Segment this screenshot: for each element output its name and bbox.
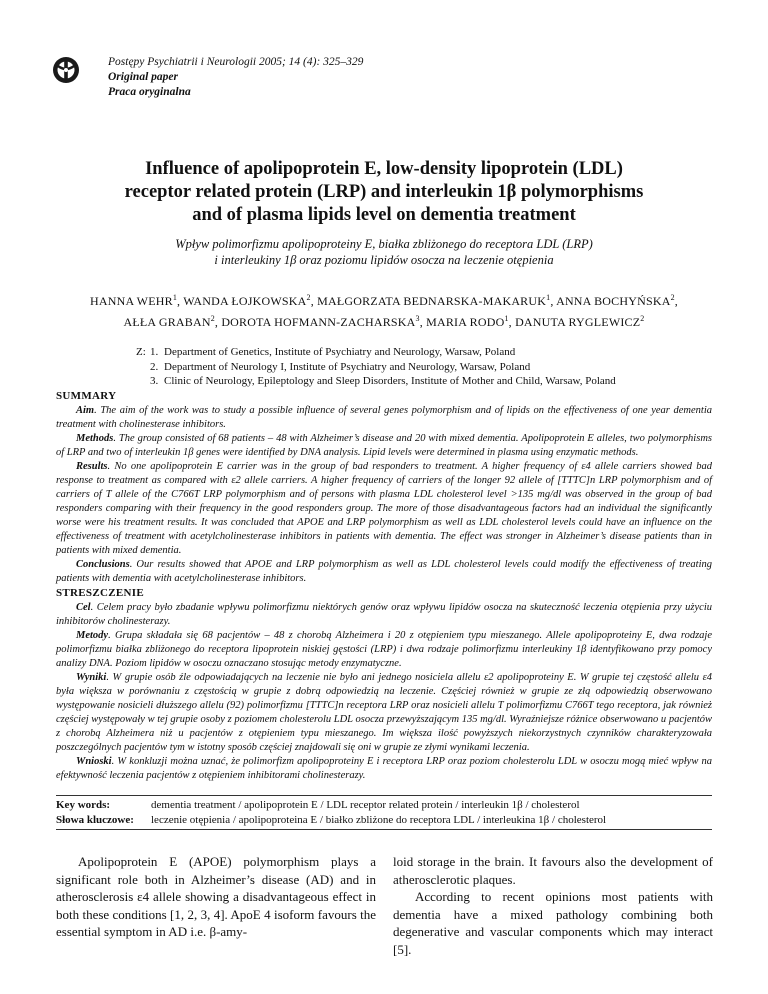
title-line-2: receptor related protein (LRP) and interleukin 1β polymorphisms: [124, 182, 644, 202]
polish-title-line-1: Wpływ polimorfizmu apolipoproteiny E, białka zbliżonego do receptora LDL (LRP): [175, 237, 593, 251]
affiliation-text: Department of Neurology I, Institute of Psychiatry and Neurology, Warsaw, Poland: [164, 360, 531, 373]
title-line-1: Influence of apolipoprotein E, low-density lipoprotein (LDL): [145, 159, 623, 179]
streszczenie-heading: STRESZCZENIE: [56, 587, 144, 599]
author-list: [40, 289, 728, 331]
author: DOROTA HOFMANN-ZACHARSKA: [221, 315, 416, 329]
author: AŁŁA GRABAN: [123, 315, 211, 329]
affiliation-prefix: Z:: [136, 346, 146, 358]
author: MAŁGORZATA BEDNARSKA-MAKARUK: [317, 294, 547, 308]
affiliation-text: Clinic of Neurology, Epileptology and Sleep Disorders, Institute of Mother and Child, Warsaw, Poland: [164, 375, 616, 387]
affiliation-item: [136, 345, 616, 360]
affiliation-number: 2.: [150, 360, 159, 373]
journal-logo-icon: [52, 56, 80, 84]
keywords-pl-label: Słowa kluczowe:: [56, 813, 134, 826]
author-affil-mark: 2: [210, 314, 215, 323]
summary-aim: Aim. The aim of the work was to study a possible influence of several genes polymorphism and of lipids on the effectiveness of one year dementia treatment with cholinesterase inhibitors.: [56, 405, 712, 430]
author-affil-mark: 2: [306, 293, 311, 302]
author-affil-mark: 1: [546, 293, 551, 302]
keywords-pl-text: leczenie otępienia / apolipoproteina E / białko zbliżone do receptora LDL / interleukina 1β / cholesterol: [151, 813, 607, 826]
affiliation-text: Department of Genetics, Institute of Psychiatry and Neurology, Warsaw, Poland: [164, 346, 516, 358]
author-affil-mark: 3: [415, 314, 420, 323]
affiliation-number: 3.: [150, 375, 159, 387]
keywords-en: [56, 798, 736, 813]
summary-methods: Methods. The group consisted of 68 patients – 48 with Alzheimer’s disease and 20 with mixed dementia. Apolipoprotein E alleles, two polymorphisms of LRP and two of interleukin 1β genes were identified by DNA analysis. Lipid levels were determined in plasma using enzymatic methods.: [56, 433, 712, 458]
journal-citation: Postępy Psychiatrii i Neurologii 2005; 14 (4): 325–329: [108, 56, 364, 68]
affiliation-item: [136, 374, 616, 389]
author: DANUTA RYGLEWICZ: [515, 315, 641, 329]
author: ANNA BOCHYŃSKA: [556, 294, 671, 308]
keywords-en-text: dementia treatment / apolipoprotein E / LDL receptor related protein / interleukin 1β / cholesterol: [151, 799, 580, 811]
author-line-1: HANNA WEHR$^1$, WANDA ŁOJKOWSKA$^2$, MAŁGORZATA BEDNARSKA-MAKARUK$^1$, ANNA BOCHYŃSKA$^2$,: [90, 293, 678, 308]
author-affil-mark: 1: [172, 293, 178, 302]
summary-block: [56, 404, 712, 586]
author-affil-mark: 1: [504, 314, 509, 323]
streszczenie-cel: Cel. Celem pracy było zbadanie wpływu polimorfizmu niektórych genów oraz wpływu lipidów osocza na skuteczność leczenia otępienia przy użyciu inhibitorów cholinesterazy.: [56, 602, 712, 627]
affiliation-number: 1.: [150, 346, 159, 358]
keywords-pl: [56, 813, 736, 828]
polish-title: [60, 236, 708, 268]
keywords-top-rule: [56, 795, 712, 796]
article-type-pl: Praca oryginalna: [108, 86, 191, 98]
summary-conclusions: Conclusions. Our results showed that APOE and LRP polymorphism as well as LDL cholesterol levels could modify the effectiveness of treating patients with dementia with acetylcholinesterase inhibitors.: [56, 559, 712, 584]
body-column-right: [393, 853, 713, 958]
article-title: [60, 158, 708, 227]
author-line-2: AŁŁA GRABAN$^2$, DOROTA HOFMANN-ZACHARSKA$^3$, MARIA RODO$^1$, DANUTA RYGLEWICZ$^2$: [123, 314, 645, 329]
affiliation-item: [136, 360, 616, 375]
author-affil-mark: 2: [640, 314, 645, 323]
journal-header: [108, 55, 363, 100]
keywords-en-label: Key words:: [56, 799, 111, 811]
body-paragraph: According to recent opinions most patients with dementia have a mixed pathology combining both degenerative and vascular components which may interact [5].: [393, 889, 713, 957]
streszczenie-metody: Metody. Grupa składała się 68 pacjentów – 48 z chorobą Alzheimera i 20 z otępieniem typu mieszanego. Allele apolipoproteiny E, dwa rodzaje polimorfizmu białka zbliżonego do receptora lipoprotein niskiej gęstości (LRP) i dwa rodzaje polimorfizmu interleukiny 1β identyfikowano przy pomocy analizy DNA. Poziom lipidów w osoczu oznaczano stosując metody enzymatyczne.: [56, 630, 712, 669]
body-paragraph: Apolipoprotein E (APOE) polymorphism plays a significant role both in Alzheimer’s disease (AD) and in atherosclerosis ε4 allele showing a disadvantageous effect in both these conditions [1, 2, 3, 4]. ApoE 4 isoform favours the essential symptom in AD i.e. β-amy-: [56, 854, 376, 939]
streszczenie-wnioski: Wnioski. W konkluzji można uznać, że polimorfizm apolipoproteiny E i receptora LRP oraz poziom cholesterolu LDL w osoczu mogą mieć wpływ na efektywność leczenia pacjentów z otępieniem inhibitorami cholinesterazy.: [56, 756, 712, 781]
affiliations: [136, 345, 616, 389]
author: HANNA WEHR: [90, 294, 173, 308]
author: WANDA ŁOJKOWSKA: [183, 294, 307, 308]
author: MARIA RODO: [426, 315, 505, 329]
author-affil-mark: 2: [670, 293, 675, 302]
body-column-left: [56, 853, 376, 941]
keywords: [56, 798, 736, 827]
streszczenie-block: [56, 601, 712, 783]
title-line-3: and of plasma lipids level on dementia treatment: [192, 205, 576, 225]
streszczenie-wyniki: Wyniki. W grupie osób źle odpowiadających na leczenie nie było ani jednego nosiciela allelu ε2 apolipoproteiny E. W grupie tej częstość allelu ε4 była większa w porównaniu z częstością w grupie z dobrą odpowiedzią na leczenie. Częściej również w grupie ze złą odpowiedzią obserwowano występowanie nosicieli dłuższego allelu (92) polimorfizmu [TTTC]n receptora LRP oraz nosicieli allelu T polimorfizmu C766T tego receptora, jak również częściej występowały w tej grupie osoby z poziomem cholesterolu LDL osocza przewyższającym 135 mg/dl. Wyraźniejsze różnice obserwowano u pacjentów z chorobą Alzheimera niż u pacjentów z otępieniem typu mieszanego. Im większa ilość powyższych niekorzystnych czynników charakteryzowała poszczególnych pacjentów tym w istotny sposób częściej znajdowali się oni w grupie ze złymi wynikami leczenia.: [56, 672, 712, 753]
body-paragraph: loid storage in the brain. It favours also the development of atherosclerotic plaques.: [393, 854, 713, 887]
summary-heading: SUMMARY: [56, 390, 117, 402]
keywords-bottom-rule: [56, 829, 712, 830]
polish-title-line-2: i interleukiny 1β oraz poziomu lipidów osocza na leczenie otępienia: [214, 253, 554, 267]
summary-results: Results. No one apolipoprotein E carrier was in the group of bad responders to treatment. A higher frequency of ε4 allele carriers showed bad response to treatment as compared with ε2 allele carriers. A higher frequency of carriers of the longer 92 allele of [TTTC]n LRP polymorphism and of carriers of T allele of the C766T LRP polymorphism and of persons with plasma LDL cholesterol level >135 mg/dl was observed in the group of bad responders comparing with their frequency in the good responders group. The more of those disadvantageous factors had an individual the significantly worse were his treatment results. It was concluded that APOE and LRP polymorphism as well as LDL cholesterol levels could have an influence on the effectiveness of treatment with acetylcholinesterase inhibitors in patients with dementia. The effect was stronger in Alzheimer’s disease patients than in patients with mixed dementia.: [56, 461, 712, 556]
article-type-en: Original paper: [108, 71, 178, 83]
